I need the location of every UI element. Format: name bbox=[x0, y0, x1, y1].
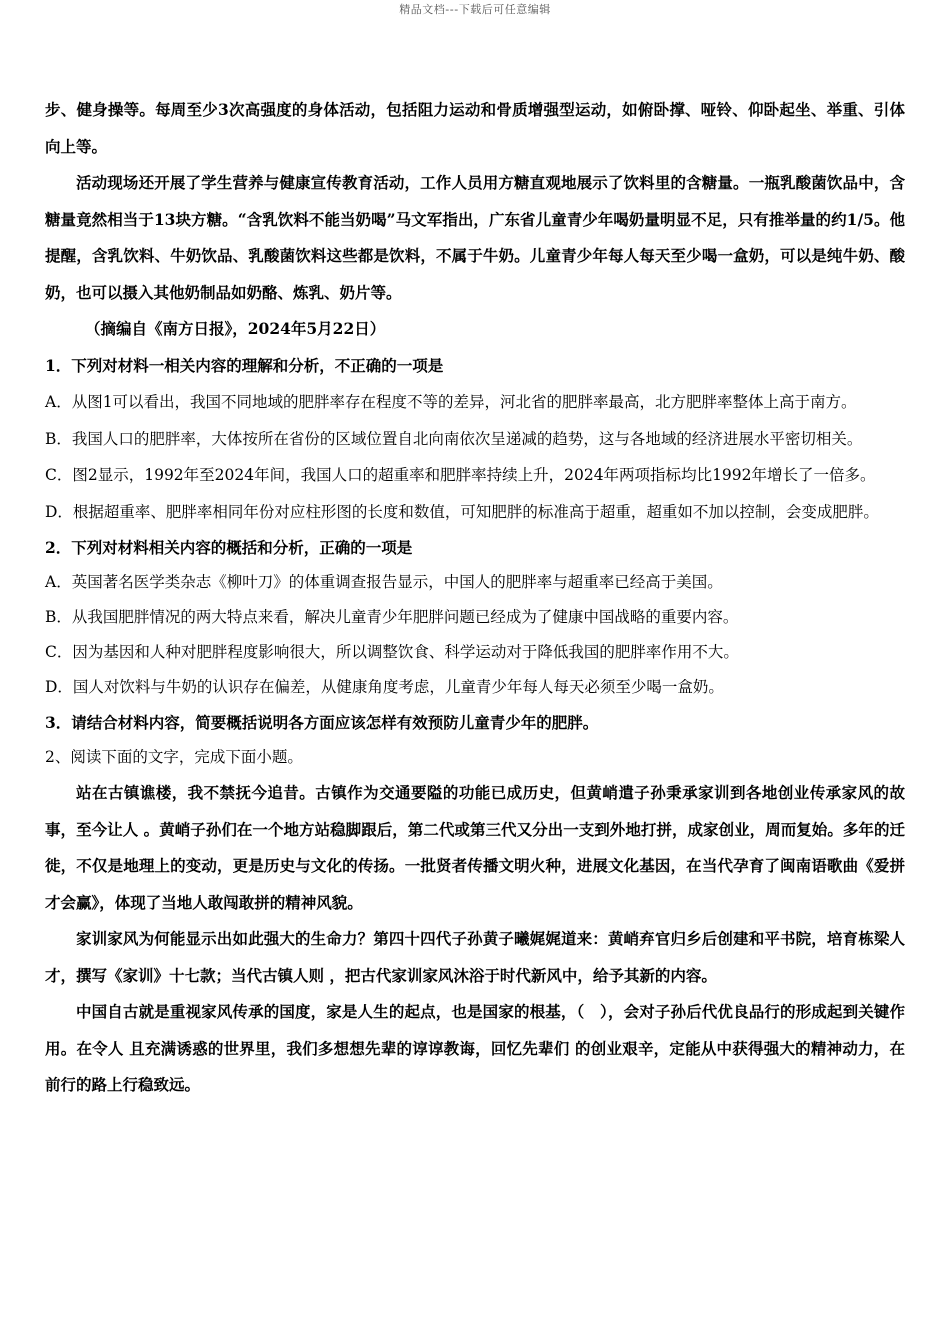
passage1-paragraph-1: 步、健身操等。每周至少3次高强度的身体活动，包括阻力运动和骨质增强型运动，如俯卧撑、哑铃、仰卧起坐、举重、引体向上等。 bbox=[45, 100, 905, 156]
question-1-stem: 1．下列对材料一相关内容的理解和分析，不正确的一项是 bbox=[45, 355, 444, 375]
question-2-option-a: A．英国著名医学类杂志《柳叶刀》的体重调查报告显示，中国人的肥胖率与超重率已经高于美国。 bbox=[45, 573, 723, 591]
document-body bbox=[45, 92, 905, 1104]
page-header: 精品文档---下载后可任意编辑 bbox=[399, 3, 551, 16]
question-1-option-d: D．根据超重率、肥胖率相同年份对应柱形图的长度和数值，可知肥胖的标准高于超重，超重如不加以控制，会变成肥胖。 bbox=[45, 502, 879, 521]
question-1-option-b: B．我国人口的肥胖率，大体按所在省份的区域位置自北向南依次呈递减的趋势，这与各地域的经济进展水平密切相关。 bbox=[45, 429, 863, 448]
question-2-option-b: B．从我国肥胖情况的两大特点来看，解决儿童青少年肥胖问题已经成为了健康中国战略的重要内容。 bbox=[45, 608, 739, 626]
section2-paragraph-3: 中国自古就是重视家风传承的国度，家是人生的起点，也是国家的根基，（ ），会对子孙后代优良品行的形成起到关键作用。在令人 且充满诱惑的世界里，我们多想想先辈的谆谆教诲，回忆先辈们 的创业艰辛，定能从中获得强大的精神动力，在前行的路上行稳致远。 bbox=[45, 1002, 905, 1094]
passage1-source: （摘编自《南方日报》，2024年5月22日） bbox=[85, 319, 386, 338]
question-2-option-c: C．因为基因和人种对肥胖程度影响很大，所以调整饮食、科学运动对于降低我国的肥胖率作用不大。 bbox=[45, 643, 739, 661]
question-2-stem: 2．下列对材料相关内容的概括和分析，正确的一项是 bbox=[45, 538, 413, 557]
section2-paragraph-1: 站在古镇谯楼，我不禁抚今追昔。古镇作为交通要隘的功能已成历史，但黄峭遣子孙秉承家训到各地创业传承家风的故事，至今让人 。黄峭子孙们在一个地方站稳脚跟后，第二代或第三代又分出一支到外地打拼，成家创业，周而复始。多年的迁徙，不仅是地理上的变动，更是历史与文化的传扬。一批贤者传播文明火种，进展文化基因，在当代孕育了闽南语歌曲《爱拼才会赢》，体现了当地人敢闯敢拼的精神风貌。 bbox=[45, 783, 905, 912]
question-2-option-d: D．国人对饮料与牛奶的认识存在偏差，从健康角度考虑，儿童青少年每人每天必须至少喝一盒奶。 bbox=[45, 678, 724, 696]
passage1-paragraph-2: 活动现场还开展了学生营养与健康宣传教育活动，工作人员用方糖直观地展示了饮料里的含糖量。一瓶乳酸菌饮品中，含糖量竟然相当于13块方糖。“含乳饮料不能当奶喝”马文军指出，广东省儿童青少年喝奶量明显不足，只有推举量的约1/5。他提醒，含乳饮料、牛奶饮品、乳酸菌饮料这些都是饮料，不属于牛奶。儿童青少年每人每天至少喝一盒奶，可以是纯牛奶、酸奶，也可以摄入其他奶制品如奶酪、炼乳、奶片等。 bbox=[45, 173, 905, 302]
question-1-option-a: A．从图1可以看出，我国不同地域的肥胖率存在程度不等的差异，河北省的肥胖率最高，北方肥胖率整体上高于南方。 bbox=[45, 393, 857, 411]
question-3-stem: 3．请结合材料内容，简要概括说明各方面应该怎样有效预防儿童青少年的肥胖。 bbox=[45, 713, 599, 732]
section-2-title: 2、阅读下面的文字，完成下面小题。 bbox=[45, 748, 303, 766]
section2-paragraph-2: 家训家风为何能显示出如此强大的生命力？第四十四代子孙黄子曦娓娓道来：黄峭弃官归乡后创建和平书院，培育栋梁人才，撰写《家训》十七款；当代古镇人则 ，把古代家训家风沐浴于时代新风中，给予其新的内容。 bbox=[45, 929, 905, 985]
question-1-option-c: C．图2显示，1992年至2024年间，我国人口的超重率和肥胖率持续上升，2024年两项指标均比1992年增长了一倍多。 bbox=[45, 466, 876, 484]
